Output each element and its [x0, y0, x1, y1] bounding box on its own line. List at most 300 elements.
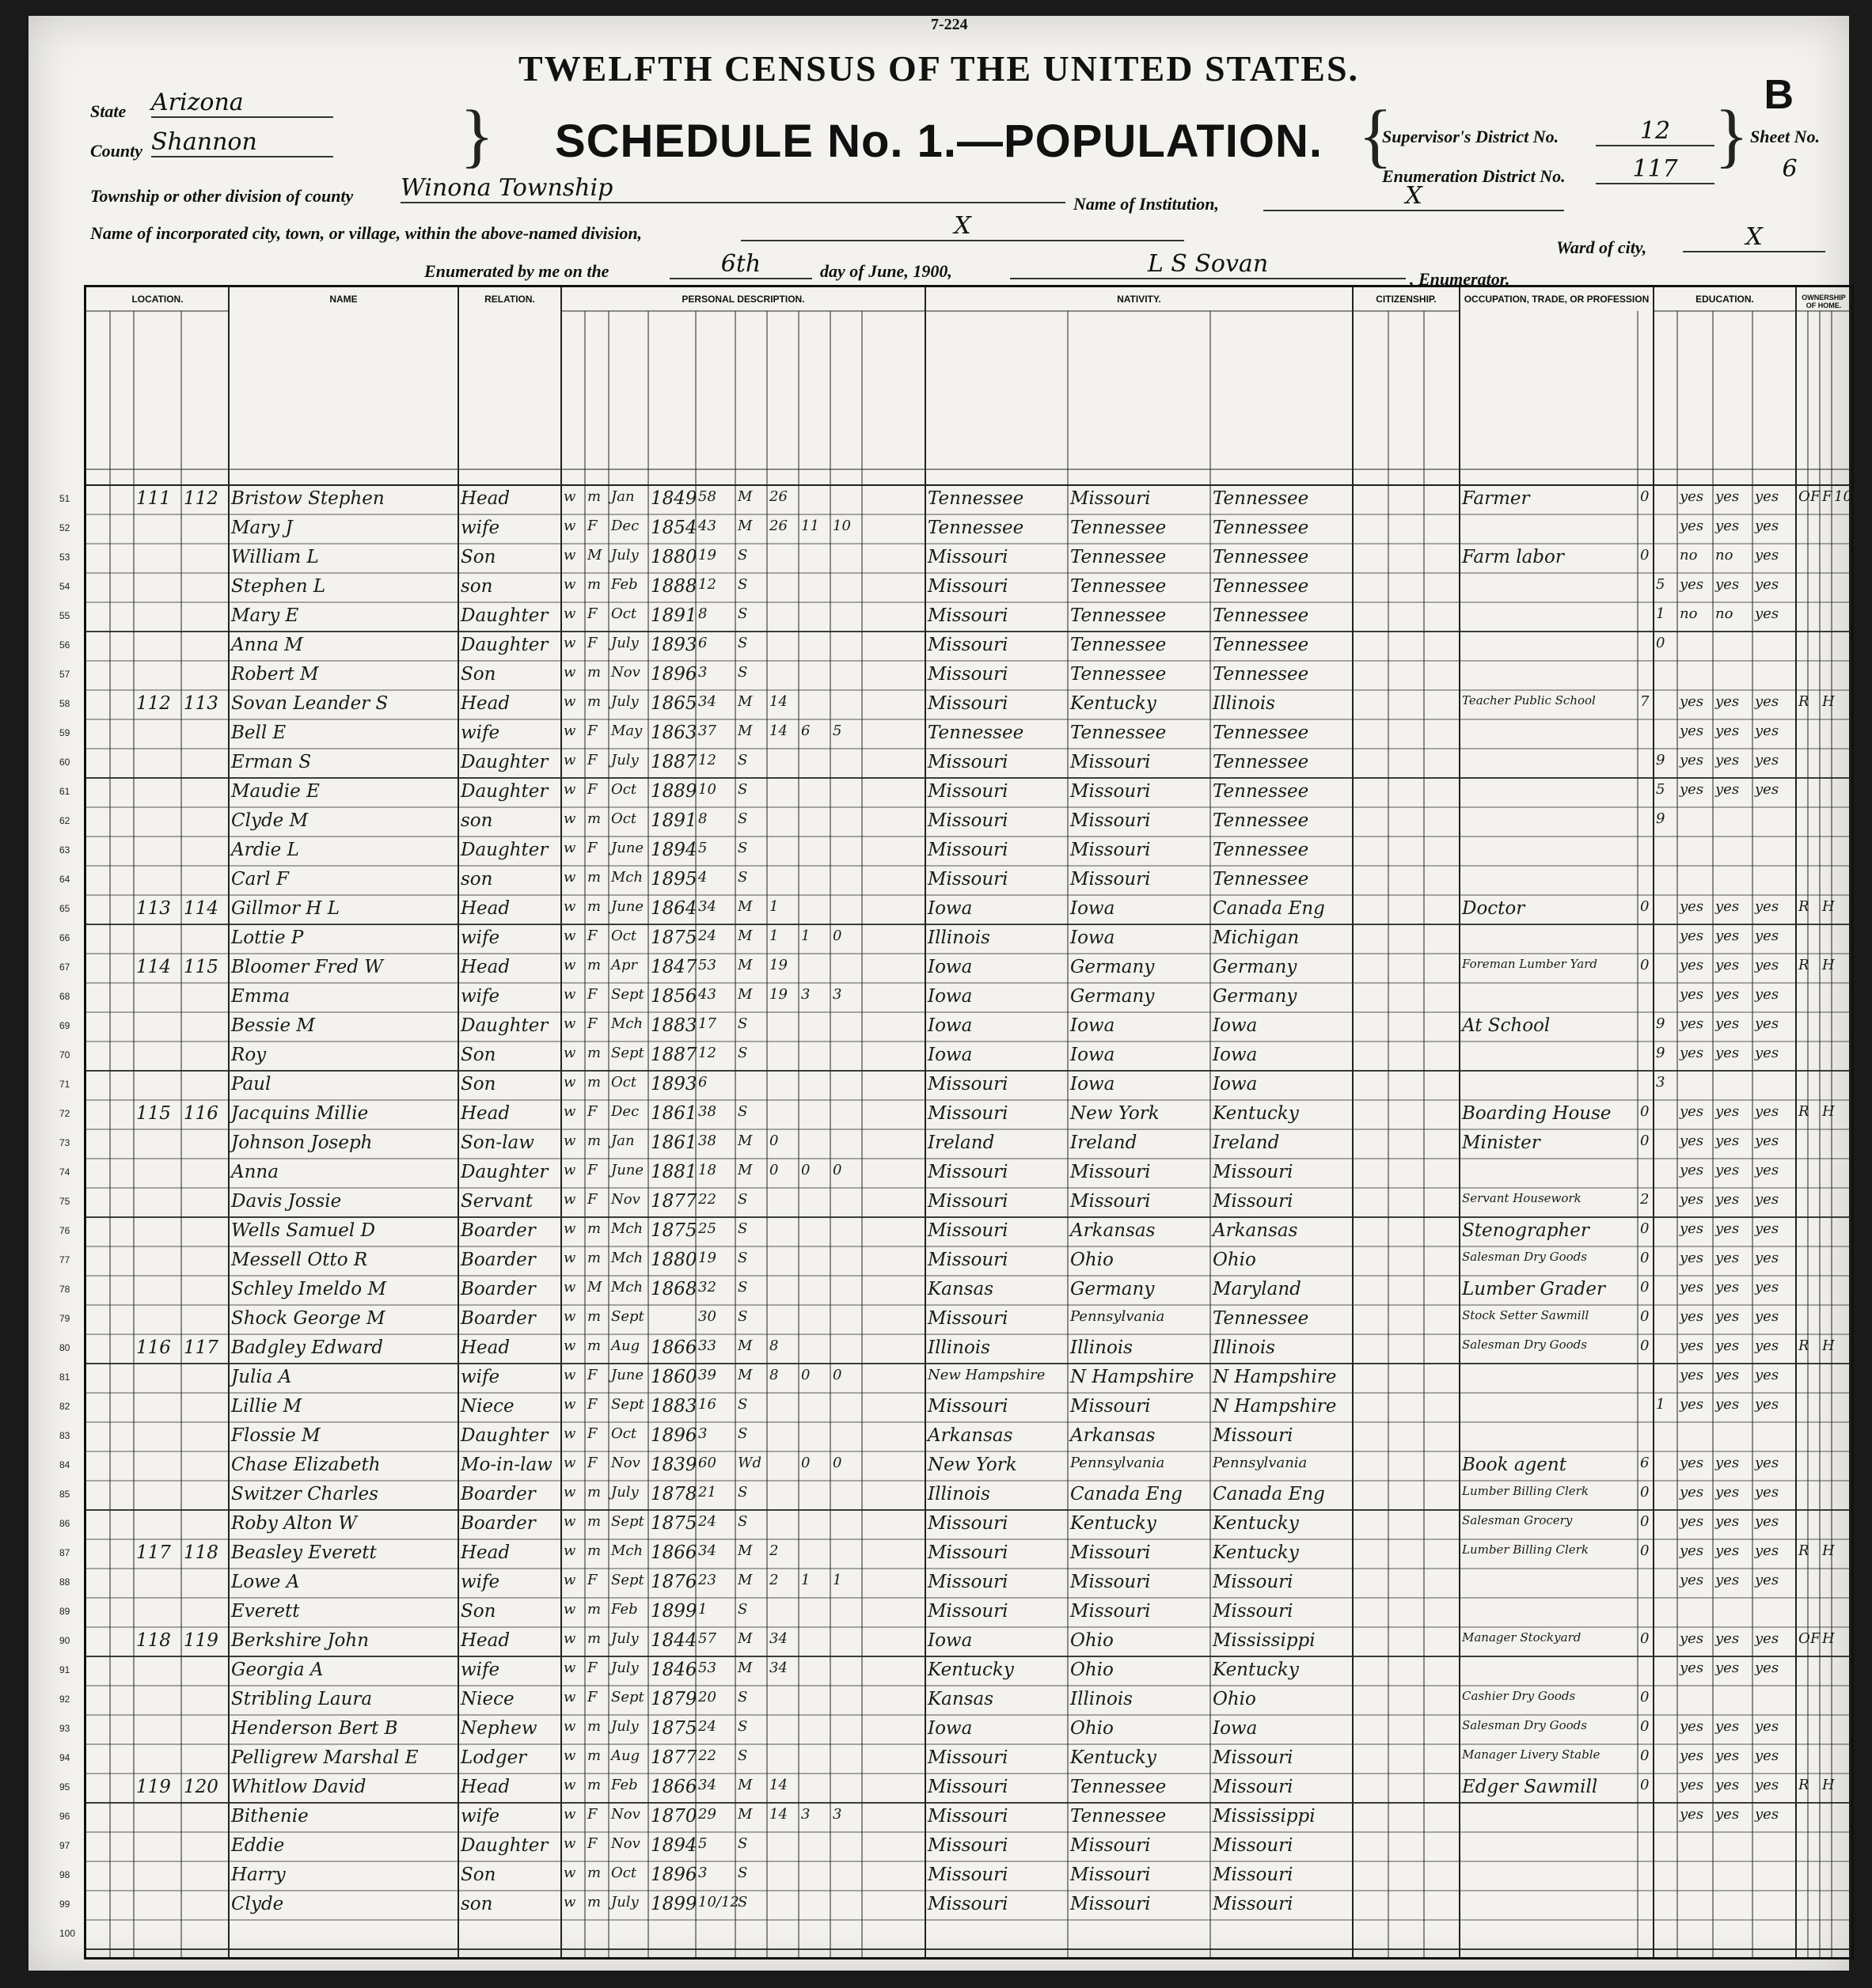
- cell-write: yes: [1715, 1337, 1740, 1354]
- cell-age: 58: [698, 488, 716, 505]
- cell-rel: Daughter: [461, 1162, 549, 1182]
- cell-yr: 1877: [651, 1191, 697, 1212]
- cell-color: w: [564, 605, 576, 622]
- cell-color: w: [564, 1045, 576, 1061]
- cell-bp: Iowa: [928, 1045, 973, 1065]
- cell-mo: July: [611, 1718, 639, 1735]
- cell-age: 6: [698, 635, 708, 651]
- cell-rel: Boarder: [461, 1220, 536, 1241]
- cell-mo: June: [611, 1162, 644, 1178]
- cell-bp: Missouri: [928, 1191, 1008, 1212]
- cell-rel: wife: [461, 1806, 500, 1827]
- cell-bp: Missouri: [928, 1835, 1008, 1856]
- cell-ms: S: [738, 1103, 748, 1120]
- cell-mo: Aug: [611, 1747, 640, 1764]
- cell-fbp: Missouri: [1070, 1835, 1151, 1856]
- cell-name: Bessie M: [231, 1015, 315, 1036]
- cell-name: Bristow Stephen: [231, 488, 385, 509]
- cell-age: 38: [698, 1103, 716, 1120]
- cell-bp: Tennessee: [928, 723, 1024, 743]
- cell-rel: Head: [461, 488, 511, 509]
- cell-mo: Jan: [611, 488, 635, 505]
- cell-write: yes: [1715, 488, 1740, 505]
- cell-fam: 116: [184, 1103, 218, 1124]
- cell-age: 3: [698, 1865, 708, 1881]
- cell-bp: Illinois: [928, 1337, 990, 1358]
- row-number: 52: [59, 522, 70, 533]
- cell-bp: Arkansas: [928, 1425, 1013, 1446]
- cell-bp: Missouri: [928, 1601, 1008, 1622]
- cell-color: w: [564, 576, 576, 593]
- cell-mo: Oct: [611, 781, 637, 798]
- cell-dw: 116: [136, 1337, 171, 1358]
- cell-sex: m: [587, 1484, 602, 1500]
- cell-age: 34: [698, 898, 716, 915]
- cell-write: yes: [1715, 1777, 1740, 1793]
- cell-yr: 1880: [651, 1250, 697, 1270]
- cell-bp: Missouri: [928, 1308, 1008, 1329]
- cell-ms: S: [738, 1689, 748, 1705]
- cell-yr: 1880: [651, 547, 697, 567]
- cell-yr: 1881: [651, 1162, 697, 1182]
- cell-yr: 1839: [651, 1455, 697, 1475]
- cell-ms: S: [738, 810, 748, 827]
- cell-bp: Missouri: [928, 1396, 1008, 1417]
- cell-rel: Head: [461, 898, 511, 919]
- cell-ch: 1: [801, 1572, 811, 1588]
- cell-rel: Son: [461, 664, 496, 685]
- cell-ms: S: [738, 1308, 748, 1325]
- cell-bp: Iowa: [928, 1015, 973, 1036]
- cell-color: w: [564, 547, 576, 563]
- row-number: 51: [59, 493, 70, 504]
- cell-name: Roby Alton W: [231, 1513, 358, 1534]
- cell-bp: Missouri: [928, 810, 1008, 831]
- cell-yr: 1888: [651, 576, 697, 597]
- cell-mo: Nov: [611, 1835, 640, 1852]
- row-number: 55: [59, 610, 70, 621]
- cell-sch: 5: [1656, 576, 1665, 593]
- cell-name: Davis Jossie: [231, 1191, 342, 1212]
- enumeration-label: Enumeration District No.: [1382, 166, 1566, 186]
- cell-name: Bell E: [231, 723, 287, 743]
- cell-color: w: [564, 1103, 576, 1120]
- cell-read: yes: [1680, 752, 1704, 768]
- cell-farm: H: [1822, 1103, 1835, 1120]
- cell-occ: Salesman Dry Goods: [1462, 1250, 1587, 1264]
- cell-own: R: [1798, 1542, 1809, 1559]
- cell-mbp: Kentucky: [1213, 1513, 1299, 1534]
- cell-cl: 5: [833, 723, 842, 739]
- cell-own: O: [1798, 1630, 1810, 1647]
- cell-ch: 3: [801, 986, 811, 1003]
- cell-name: Lowe A: [231, 1572, 300, 1592]
- cell-yr: 1894: [651, 1835, 697, 1856]
- cell-mo: Nov: [611, 1191, 640, 1208]
- cell-age: 24: [698, 928, 716, 944]
- cell-fam: 117: [184, 1337, 218, 1358]
- cell-cl: 0: [833, 928, 842, 944]
- cell-read: yes: [1680, 898, 1704, 915]
- cell-name: Paul: [231, 1074, 271, 1095]
- cell-eng: yes: [1755, 781, 1779, 798]
- cell-write: yes: [1715, 1572, 1740, 1588]
- cell-cl: 1: [833, 1572, 842, 1588]
- cell-bp: Missouri: [928, 1162, 1008, 1182]
- cell-read: yes: [1680, 1220, 1704, 1237]
- cell-ms: S: [738, 1396, 748, 1413]
- cell-eng: yes: [1755, 1308, 1779, 1325]
- cell-age: 10/12: [698, 1894, 739, 1910]
- cell-write: yes: [1715, 1542, 1740, 1559]
- cell-age: 53: [698, 957, 716, 973]
- cell-eng: yes: [1755, 986, 1779, 1003]
- cell-bp: Missouri: [928, 1894, 1008, 1914]
- cell-sex: F: [587, 1689, 598, 1705]
- cell-bp: Missouri: [928, 1747, 1008, 1768]
- cell-dw: 117: [136, 1542, 171, 1563]
- cell-dw: 113: [136, 898, 171, 919]
- cell-read: yes: [1680, 1484, 1704, 1500]
- cell-bp: Missouri: [928, 752, 1008, 772]
- cell-read: yes: [1680, 1337, 1704, 1354]
- cell-rel: Lodger: [461, 1747, 527, 1768]
- institution-label: Name of Institution,: [1073, 194, 1219, 214]
- cell-rel: son: [461, 810, 493, 831]
- cell-bp: Missouri: [928, 1542, 1008, 1563]
- cell-ym: 8: [769, 1337, 779, 1354]
- cell-name: Bloomer Fred W: [231, 957, 383, 977]
- cell-color: w: [564, 869, 576, 886]
- cell-age: 16: [698, 1396, 716, 1413]
- enumerated-prefix: Enumerated by me on the: [424, 261, 609, 281]
- cell-fbp: Tennessee: [1070, 605, 1167, 626]
- cell-eng: yes: [1755, 723, 1779, 739]
- cell-ym: 19: [769, 986, 788, 1003]
- cell-sex: m: [587, 1718, 602, 1735]
- cell-bp: Iowa: [928, 1718, 973, 1739]
- cell-occ: Farmer: [1462, 488, 1530, 509]
- cell-mo: July: [611, 1894, 639, 1910]
- cell-eng: yes: [1755, 752, 1779, 768]
- cell-yr: 1864: [651, 898, 697, 919]
- cell-bp: Missouri: [928, 1220, 1008, 1241]
- cell-mo: Feb: [611, 1777, 638, 1793]
- cell-read: yes: [1680, 1103, 1704, 1120]
- cell-eng: yes: [1755, 1777, 1779, 1793]
- cell-age: 5: [698, 840, 708, 856]
- cell-color: w: [564, 1747, 576, 1764]
- cell-ch: 0: [801, 1455, 811, 1471]
- cell-rel: Daughter: [461, 635, 549, 655]
- cell-me: 0: [1640, 1132, 1650, 1149]
- cell-color: w: [564, 1572, 576, 1588]
- cell-farm: H: [1822, 1337, 1835, 1354]
- sheet-letter: B: [1764, 72, 1794, 118]
- form-code: 7-224: [931, 16, 968, 33]
- cell-read: yes: [1680, 1630, 1704, 1647]
- cell-fam: 113: [184, 693, 218, 714]
- cell-rel: Head: [461, 1542, 511, 1563]
- cell-age: 20: [698, 1689, 716, 1705]
- cell-color: w: [564, 693, 576, 710]
- cell-name: Berkshire John: [231, 1630, 370, 1651]
- cell-me: 0: [1640, 1337, 1650, 1354]
- cell-sex: m: [587, 664, 602, 681]
- cell-sex: m: [587, 488, 602, 505]
- cell-me: 0: [1640, 1308, 1650, 1325]
- cell-mo: July: [611, 635, 639, 651]
- cell-fbp: Tennessee: [1070, 664, 1167, 685]
- cell-ms: M: [738, 1542, 753, 1559]
- cell-age: 37: [698, 723, 716, 739]
- cell-rel: Nephew: [461, 1718, 537, 1739]
- cell-color: w: [564, 1132, 576, 1149]
- cell-mo: July: [611, 1484, 639, 1500]
- cell-eng: yes: [1755, 1191, 1779, 1208]
- group-ownership: OWNERSHIP OF HOME.: [1802, 294, 1846, 309]
- cell-read: yes: [1680, 781, 1704, 798]
- cell-mbp: Iowa: [1213, 1015, 1258, 1036]
- cell-write: yes: [1715, 1396, 1740, 1413]
- cell-me: 7: [1640, 693, 1650, 710]
- cell-read: yes: [1680, 1777, 1704, 1793]
- row-number: 79: [59, 1313, 70, 1324]
- cell-ym: 0: [769, 1162, 779, 1178]
- cell-bp: Missouri: [928, 1074, 1008, 1095]
- cell-ms: S: [738, 1015, 748, 1032]
- cell-age: 24: [698, 1718, 716, 1735]
- cell-fbp: Tennessee: [1070, 1777, 1167, 1797]
- cell-ch: 1: [801, 928, 811, 944]
- cell-fbp: Missouri: [1070, 1396, 1151, 1417]
- cell-occ: Manager Stockyard: [1462, 1630, 1582, 1645]
- row-number: 93: [59, 1723, 70, 1734]
- cell-yr: 1877: [651, 1747, 697, 1768]
- cell-yr: 1889: [651, 781, 697, 802]
- cell-bp: Missouri: [928, 664, 1008, 685]
- cell-sex: m: [587, 1045, 602, 1061]
- cell-mbp: Ireland: [1213, 1132, 1280, 1153]
- cell-me: 0: [1640, 1689, 1650, 1705]
- cell-bp: Illinois: [928, 928, 990, 948]
- cell-farm: H: [1822, 1630, 1835, 1647]
- cell-fbp: Missouri: [1070, 869, 1151, 890]
- cell-sex: F: [587, 1367, 598, 1383]
- cell-write: yes: [1715, 752, 1740, 768]
- institution-value: X: [1263, 182, 1564, 211]
- group-citizenship: CITIZENSHIP.: [1376, 294, 1437, 305]
- cell-sex: m: [587, 1513, 602, 1530]
- cell-color: w: [564, 1718, 576, 1735]
- cell-eng: yes: [1755, 928, 1779, 944]
- cell-name: Badgley Edward: [231, 1337, 383, 1358]
- cell-read: yes: [1680, 693, 1704, 710]
- cell-bp: Missouri: [928, 781, 1008, 802]
- cell-read: yes: [1680, 1455, 1704, 1471]
- cell-ym: 1: [769, 898, 779, 915]
- cell-yr: 1883: [651, 1396, 697, 1417]
- cell-occ: Lumber Grader: [1462, 1279, 1605, 1299]
- cell-fbp: Missouri: [1070, 840, 1151, 860]
- cell-eng: yes: [1755, 1806, 1779, 1823]
- cell-yr: 1879: [651, 1689, 697, 1709]
- cell-rel: Son-law: [461, 1132, 534, 1153]
- cell-yr: 1875: [651, 1220, 697, 1241]
- cell-name: Jacquins Millie: [231, 1103, 369, 1124]
- cell-me: 0: [1640, 1484, 1650, 1500]
- cell-name: Erman S: [231, 752, 312, 772]
- cell-bp: Missouri: [928, 576, 1008, 597]
- cell-name: Shock George M: [231, 1308, 385, 1329]
- census-title: TWELFTH CENSUS OF THE UNITED STATES.: [518, 48, 1360, 89]
- cell-read: yes: [1680, 1747, 1704, 1764]
- cell-ym: 19: [769, 957, 788, 973]
- cell-sex: F: [587, 781, 598, 798]
- cell-name: Maudie E: [231, 781, 320, 802]
- cell-mbp: Tennessee: [1213, 723, 1309, 743]
- cell-occ: Lumber Billing Clerk: [1462, 1542, 1589, 1557]
- cell-name: Gillmor H L: [231, 898, 340, 919]
- cell-color: w: [564, 752, 576, 768]
- cell-fbp: Tennessee: [1070, 723, 1167, 743]
- cell-color: w: [564, 1250, 576, 1266]
- cell-fbp: New York: [1070, 1103, 1160, 1124]
- cell-age: 19: [698, 547, 716, 563]
- cell-ms: M: [738, 957, 753, 973]
- cell-bp: Missouri: [928, 869, 1008, 890]
- cell-name: Messell Otto R: [231, 1250, 368, 1270]
- cell-sex: F: [587, 928, 598, 944]
- cell-eng: yes: [1755, 693, 1779, 710]
- cell-write: yes: [1715, 1513, 1740, 1530]
- cell-age: 23: [698, 1572, 716, 1588]
- cell-write: yes: [1715, 1015, 1740, 1032]
- cell-me: 0: [1640, 1630, 1650, 1647]
- cell-mo: Sept: [611, 1689, 644, 1705]
- cell-color: w: [564, 1806, 576, 1823]
- cell-sex: F: [587, 518, 598, 534]
- cell-rel: Head: [461, 1103, 511, 1124]
- cell-name: Stephen L: [231, 576, 326, 597]
- row-number: 67: [59, 962, 70, 973]
- cell-mo: Aug: [611, 1337, 640, 1354]
- cell-me: 0: [1640, 1542, 1650, 1559]
- cell-occ: Salesman Grocery: [1462, 1513, 1573, 1527]
- cell-rel: Daughter: [461, 1835, 549, 1856]
- cell-fbp: Iowa: [1070, 1015, 1115, 1036]
- cell-dw: 114: [136, 957, 171, 977]
- cell-yr: 1866: [651, 1337, 697, 1358]
- cell-cl: 3: [833, 986, 842, 1003]
- cell-ch: 11: [801, 518, 819, 534]
- cell-sex: F: [587, 1015, 598, 1032]
- cell-rel: wife: [461, 986, 500, 1007]
- cell-bp: New Hampshire: [928, 1367, 1046, 1383]
- cell-read: yes: [1680, 518, 1704, 534]
- cell-fbp: Germany: [1070, 1279, 1155, 1299]
- cell-fam: 120: [184, 1777, 218, 1797]
- cell-ms: S: [738, 605, 748, 622]
- cell-name: Clyde M: [231, 810, 309, 831]
- cell-sex: m: [587, 1777, 602, 1793]
- cell-sex: m: [587, 1308, 602, 1325]
- cell-ms: S: [738, 781, 748, 798]
- cell-write: yes: [1715, 1191, 1740, 1208]
- cell-rel: Head: [461, 693, 511, 714]
- cell-fbp: Arkansas: [1070, 1220, 1156, 1241]
- enumerator-name: L S Sovan: [1010, 250, 1406, 279]
- cell-ms: M: [738, 928, 753, 944]
- cell-mbp: Tennessee: [1213, 518, 1309, 538]
- cell-color: w: [564, 1367, 576, 1383]
- cell-age: 22: [698, 1747, 716, 1764]
- cell-bp: Missouri: [928, 605, 1008, 626]
- cell-mbp: Illinois: [1213, 693, 1275, 714]
- cell-fbp: Illinois: [1070, 1689, 1133, 1709]
- row-number: 83: [59, 1430, 70, 1441]
- cell-write: yes: [1715, 986, 1740, 1003]
- cell-mo: Sept: [611, 1308, 644, 1325]
- cell-rel: wife: [461, 723, 500, 743]
- cell-color: w: [564, 1689, 576, 1705]
- cell-yr: 1893: [651, 635, 697, 655]
- cell-yr: 1863: [651, 723, 697, 743]
- cell-sex: F: [587, 1455, 598, 1471]
- cell-bp: Missouri: [928, 840, 1008, 860]
- cell-color: w: [564, 1191, 576, 1208]
- cell-occ: Stock Setter Sawmill: [1462, 1308, 1589, 1322]
- row-number: 76: [59, 1225, 70, 1236]
- cell-name: Wells Samuel D: [231, 1220, 376, 1241]
- cell-write: yes: [1715, 1630, 1740, 1647]
- cell-name: Whitlow David: [231, 1777, 366, 1797]
- row-number: 85: [59, 1489, 70, 1500]
- row-number: 87: [59, 1547, 70, 1558]
- cell-color: w: [564, 1777, 576, 1793]
- header-brace-right-close: }: [1714, 97, 1749, 175]
- cell-write: yes: [1715, 1484, 1740, 1500]
- cell-sex: M: [587, 1279, 602, 1296]
- cell-rel: Daughter: [461, 1015, 549, 1036]
- cell-name: Lillie M: [231, 1396, 302, 1417]
- cell-rel: wife: [461, 1367, 500, 1387]
- row-number: 94: [59, 1752, 70, 1763]
- cell-write: yes: [1715, 693, 1740, 710]
- cell-sex: m: [587, 693, 602, 710]
- cell-fbp: Missouri: [1070, 1865, 1151, 1885]
- cell-mo: Nov: [611, 1455, 640, 1471]
- cell-color: w: [564, 664, 576, 681]
- cell-ms: S: [738, 752, 748, 768]
- cell-mbp: Missouri: [1213, 1865, 1293, 1885]
- cell-sch-no: 10: [1834, 488, 1852, 505]
- cell-ms: S: [738, 1747, 748, 1764]
- cell-fam: 114: [184, 898, 218, 919]
- cell-mbp: Germany: [1213, 957, 1297, 977]
- cell-occ: Teacher Public School: [1462, 693, 1596, 708]
- cell-sex: m: [587, 1250, 602, 1266]
- enumerated-day: 6th: [670, 250, 812, 279]
- cell-mbp: Tennessee: [1213, 752, 1309, 772]
- cell-bp: Missouri: [928, 1250, 1008, 1270]
- cell-color: w: [564, 928, 576, 944]
- cell-farm: H: [1822, 957, 1835, 973]
- cell-color: w: [564, 1484, 576, 1500]
- cell-ms: M: [738, 1806, 753, 1823]
- cell-sch: 1: [1656, 605, 1665, 622]
- cell-write: yes: [1715, 1367, 1740, 1383]
